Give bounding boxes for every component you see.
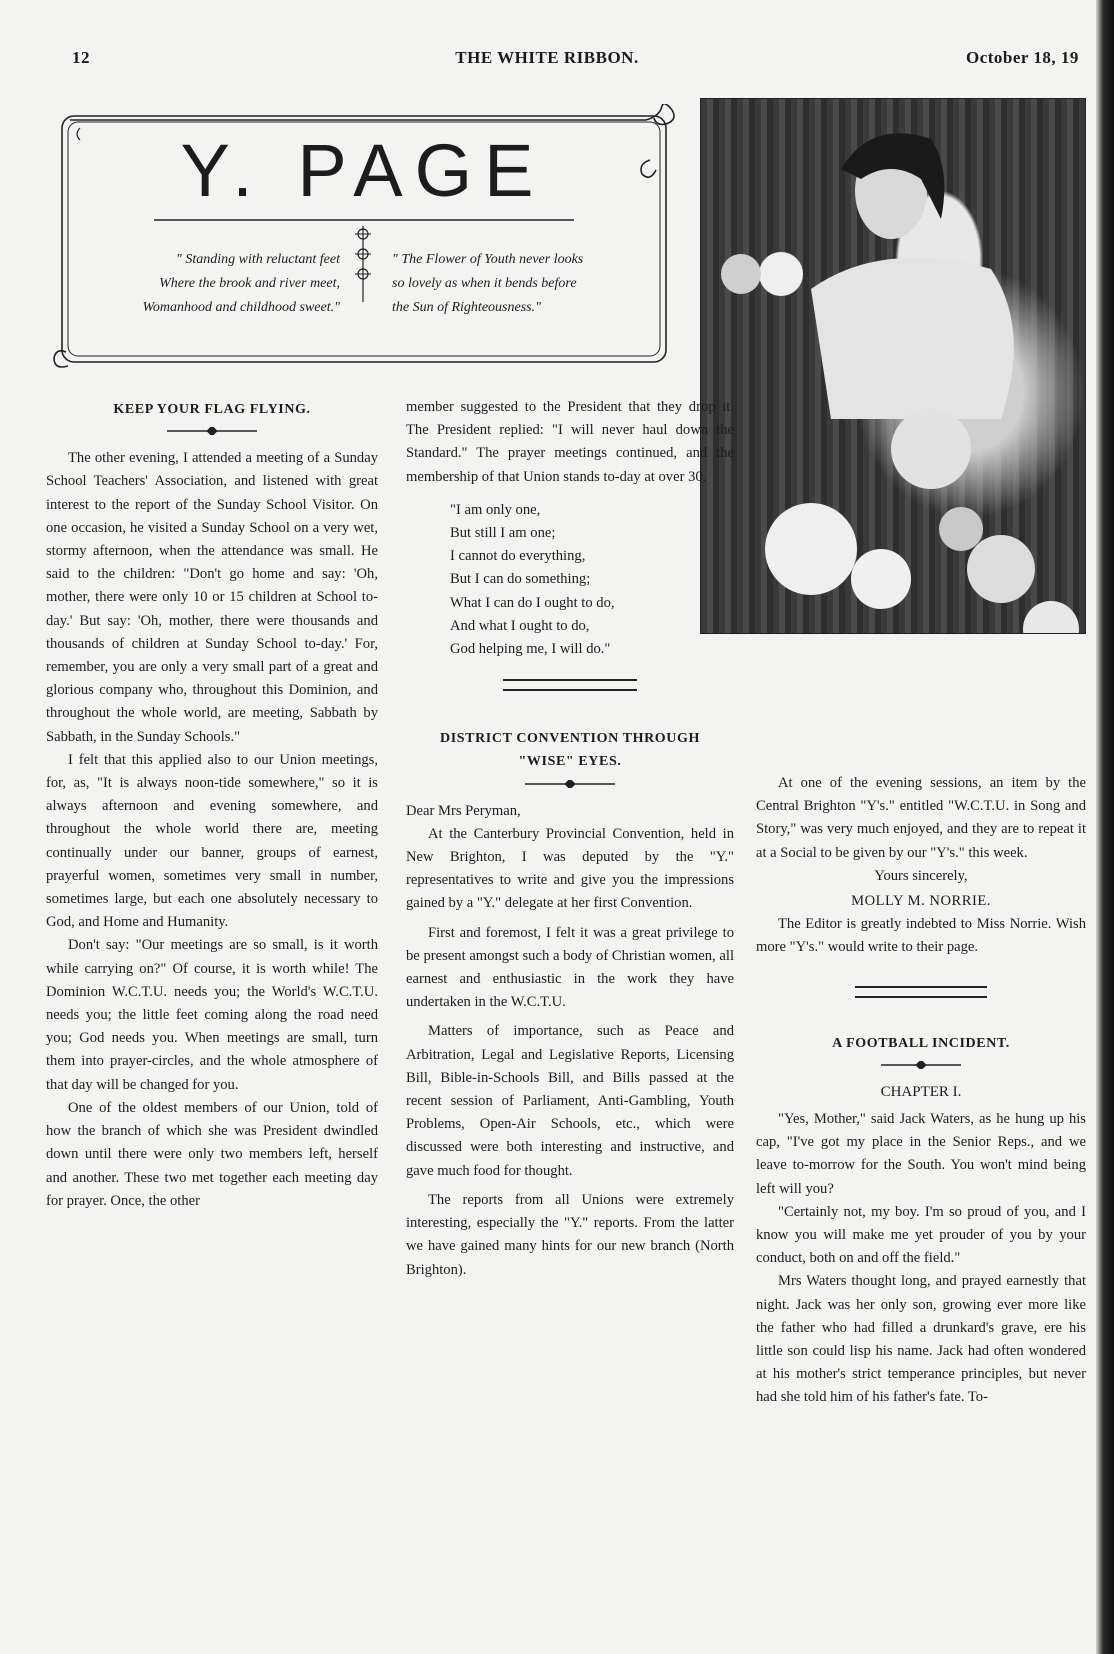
quote-right-line: so lovely as when it bends before — [392, 276, 577, 291]
publication-title: THE WHITE RIBBON. — [455, 48, 639, 67]
floral-ornament-icon — [350, 224, 376, 304]
quote-right-line: " The Flower of Youth never looks — [392, 252, 584, 267]
poem-line: I cannot do everything, — [450, 548, 586, 565]
poem-line: God helping me, I will do." — [450, 641, 611, 658]
page-edge-shadow — [1096, 0, 1114, 1654]
poem-line: But still I am one; — [450, 525, 556, 542]
article-heading: A FOOTBALL INCIDENT. — [832, 1035, 1010, 1051]
article-heading: DISTRICT CONVENTION THROUGH — [440, 731, 700, 747]
article-keep-your-flag-flying — [46, 398, 378, 1213]
poem-line: What I can do I ought to do, — [450, 594, 615, 611]
double-rule-divider — [503, 679, 637, 691]
rule-ornament-icon — [525, 780, 615, 788]
rule-ornament-icon — [881, 1061, 961, 1069]
rule-ornament-icon — [167, 427, 257, 435]
article-paragraph: I felt that this applied also to our Union meetings, for, as, "It is always noon-tide somewhere," so it is always afternoon and evening somewhere, and throughout the whole world there are, meeting continually under our banner, groups of earnest, prayerful women, sometimes very small in number, sometimes large, but each one absolutely necessary to God, and Home and Humanity. — [46, 751, 378, 931]
letter-signature: MOLLY M. NORRIE. — [851, 893, 991, 910]
article-paragraph: Mrs Waters thought long, and prayed earnestly that night. Jack was her only son, growing ever more like the father who had filled a drunkard's grave, ere his little son could lisp his name. Jack had often wondered at his mother's strict temperance principles, but never had she told him of his father's fate. To- — [756, 1273, 1086, 1406]
poem — [450, 499, 734, 661]
article-paragraph: First and foremost, I felt it was a great privilege to be present amongst such a body of Christian women, all earnest and enthusiastic in the work they have undertaken in the W.C.T.U. — [406, 924, 734, 1011]
article-paragraph: The other evening, I attended a meeting of a Sunday School Teachers' Association, and listened with great interest to the report of the Sunday School Visitor. On one occasion, he visited a Sunday School on a very wet, stormy afternoon, when the attendance was small. He said to the children: "Don't go home and say: 'Oh, mother, there were only 10 or 15 children at School to-day.' But say: 'Oh, mother, there were thousands and thousands of children at Sunday School to-day.' For, remember, you are only a very small part of a great and glorious company who, throughout this Dominion, and throughout the whole world, are meeting, Sabbath by Sabbath, in the Sunday Schools." — [46, 450, 378, 745]
chapter-heading: CHAPTER I. — [880, 1083, 962, 1100]
poem-line: But I can do something; — [450, 571, 591, 588]
letter-closing: Yours sincerely, — [874, 867, 968, 884]
article-paragraph: The reports from all Unions were extremely interesting, especially the "Y." reports. From the latter we have gained many hints for our new branch (North Brighton). — [406, 1191, 734, 1278]
article-paragraph: "Yes, Mother," said Jack Waters, as he hung up his cap, "I've got my place in the Senior Reps., and we leave to-morrow for the South. You won't mind being left will you? — [756, 1111, 1086, 1197]
article-continuation: At one of the evening sessions, an item by the Central Brighton "Y's." entitled "W.C.T.U. in Song and Story," was very much enjoyed, and they are to repeat it at a Social to be given by our "Y's." this week. — [756, 775, 1086, 861]
article-paragraph: One of the oldest members of our Union, told of how the branch of which she was President dwindled down until there were only two members left, herself and another. These two met together each meeting day for prayer. Once, the other — [46, 1099, 378, 1209]
girl-with-flowers-photo — [700, 98, 1086, 634]
quote-left-line: Where the brook and river meet, — [159, 276, 340, 291]
article-paragraph: Don't say: "Our meetings are so small, is it worth while carrying on?" Of course, it is worth while! The Dominion W.C.T.U. needs you; the World's W.C.T.U. needs you; the little feet coming along the road need you; God needs you. When meetings are small, turn them into prayer-circles, and the whole atmosphere of that day will be changed for you. — [46, 937, 378, 1093]
article-paragraph: At the Canterbury Provincial Convention, held in New Brighton, I was deputed by the "Y." representatives to write and give you the impressions gained by a "Y." delegate at her first Convention. — [406, 825, 734, 912]
flowers-illustration — [701, 99, 1085, 633]
double-rule-divider — [855, 986, 987, 998]
page-number: 12 — [72, 48, 90, 67]
column-middle — [406, 396, 734, 1282]
article-heading-2: "WISE" EYES. — [518, 754, 622, 770]
poem-line: And what I ought to do, — [450, 617, 590, 634]
article-continuation: member suggested to the President that they drop it. The President replied: "I will never haul down the Standard." The prayer meetings continued, and the membership of that Union stands to-day at over 30. — [406, 399, 734, 485]
quote-right — [392, 248, 662, 320]
y-page-banner — [50, 104, 676, 374]
article-paragraph: "Certainly not, my boy. I'm so proud of you, and I know you will make me yet prouder of you by your conduct, both on and off the field." — [756, 1203, 1086, 1267]
article-heading: KEEP YOUR FLAG FLYING. — [113, 402, 311, 417]
quote-left-line: " Standing with reluctant feet — [175, 252, 340, 267]
quote-right-line: the Sun of Righteousness." — [392, 300, 541, 315]
issue-date: October 18, 19 — [966, 48, 1079, 67]
editor-note: The Editor is greatly indebted to Miss Norrie. Wish more "Y's." would write to their page. — [756, 916, 1086, 956]
letter-salutation: Dear Mrs Peryman, — [406, 802, 521, 819]
quote-left-line: Womanhood and childhood sweet." — [142, 300, 340, 315]
quote-left — [68, 248, 340, 320]
article-paragraph: Matters of importance, such as Peace and Arbitration, Legal and Legislative Reports, Licensing Bill, Bible-in-Schools Bill, and Bills passed at the recent session of Parliament, Anti-Gambling, Youth Problems, Open-Air Schools, etc., which were discussed were both interesting and instructive, and gave much food for thought. — [406, 1023, 734, 1179]
column-right — [756, 772, 1086, 1410]
banner-title: Y. PAGE — [180, 129, 546, 212]
poem-line: "I am only one, — [450, 501, 541, 518]
